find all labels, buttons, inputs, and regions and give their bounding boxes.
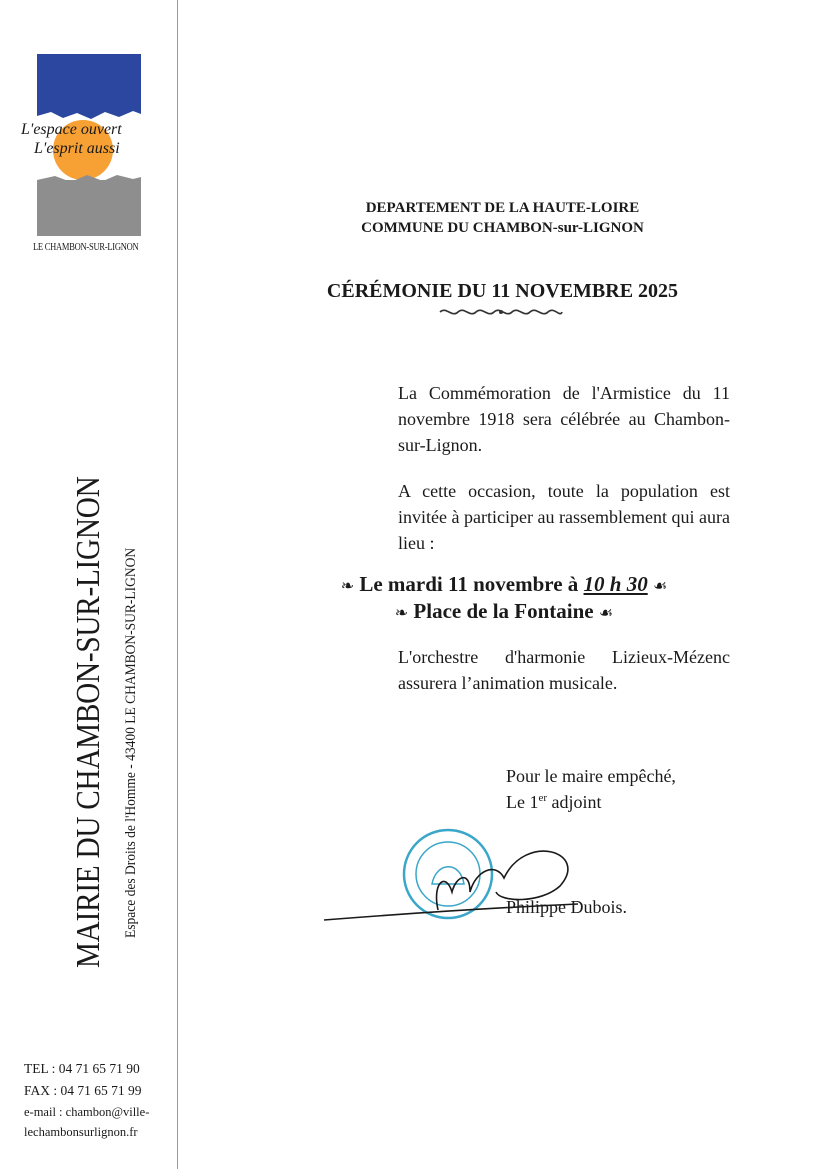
stamp-emblem-icon (432, 867, 464, 884)
mairie-title: MAIRIE DU CHAMBON-SUR-LIGNON (70, 476, 107, 968)
sidebar-divider-line (177, 0, 178, 1169)
logo-caption: LE CHAMBON-SUR-LIGNON (33, 242, 139, 253)
ornament-left-icon: ❧ (340, 578, 355, 595)
paragraph-invitation (278, 478, 730, 556)
signature-line-2 (506, 792, 602, 813)
commune-heading: COMMUNE DU CHAMBON-sur-LIGNON (361, 220, 644, 236)
logo-slogan (21, 120, 161, 158)
mairie-address: Espace des Droits de l'Homme - 43400 LE CHAMBON-SUR-LIGNON (123, 547, 139, 938)
paragraph-armistice (278, 380, 730, 458)
event-place: Place de la Fontaine (413, 599, 594, 623)
stamp-inner-ring (416, 842, 480, 906)
logo-gray-edge (37, 175, 141, 182)
ornament-right-icon: ☙ (598, 605, 614, 622)
signature-role-sup: er (538, 792, 548, 804)
signatory-name: Philippe Dubois. (506, 897, 628, 917)
event-date: Le mardi 11 novembre à (359, 572, 579, 596)
contact-tel: TEL : 04 71 65 71 90 (24, 1061, 140, 1076)
paragraph-orchestra-text: L'orchestre d'harmonie Lizieux-Mézenc assurera l’animation musicale. (398, 647, 730, 693)
department-heading: DEPARTEMENT DE LA HAUTE-LOIRE (365, 200, 640, 216)
event-place-line (278, 597, 730, 628)
contact-email-line2: lechambonsurlignon.fr (24, 1125, 138, 1139)
ornament-divider-icon (438, 306, 564, 318)
contact-fax: FAX : 04 71 65 71 99 (24, 1083, 142, 1098)
contact-block (24, 1058, 149, 1142)
paragraph-armistice-text: La Commémoration de l'Armistice du 11 novembre 1918 sera célébrée au Chambon-sur-Lignon. (398, 383, 730, 455)
event-time: 10 h 30 (583, 572, 648, 596)
ornament-left-icon: ❧ (394, 605, 409, 622)
signature-line-1: Pour le maire empêché, (506, 766, 676, 786)
signature-role-prefix: Le 1 (506, 792, 539, 812)
slogan-line-2: L'esprit aussi (34, 140, 120, 157)
municipal-logo (21, 54, 141, 236)
paragraph-invitation-text: A cette occasion, toute la population est invitée à participer au rassemblement qui aura lieu : (398, 481, 730, 553)
paragraph-orchestra (278, 644, 730, 696)
logo-blue-block (37, 54, 141, 122)
logo-gray-block (37, 180, 141, 236)
ornament-right-icon: ☙ (652, 578, 668, 595)
contact-email-line1: e-mail : chambon@ville- (24, 1105, 150, 1119)
slogan-line-1: L'espace ouvert (21, 121, 122, 138)
ceremony-title: CÉRÉMONIE DU 11 NOVEMBRE 2025 (326, 280, 679, 302)
signature-role-suffix: adjoint (547, 792, 602, 812)
stamp-outer-ring (404, 830, 492, 918)
